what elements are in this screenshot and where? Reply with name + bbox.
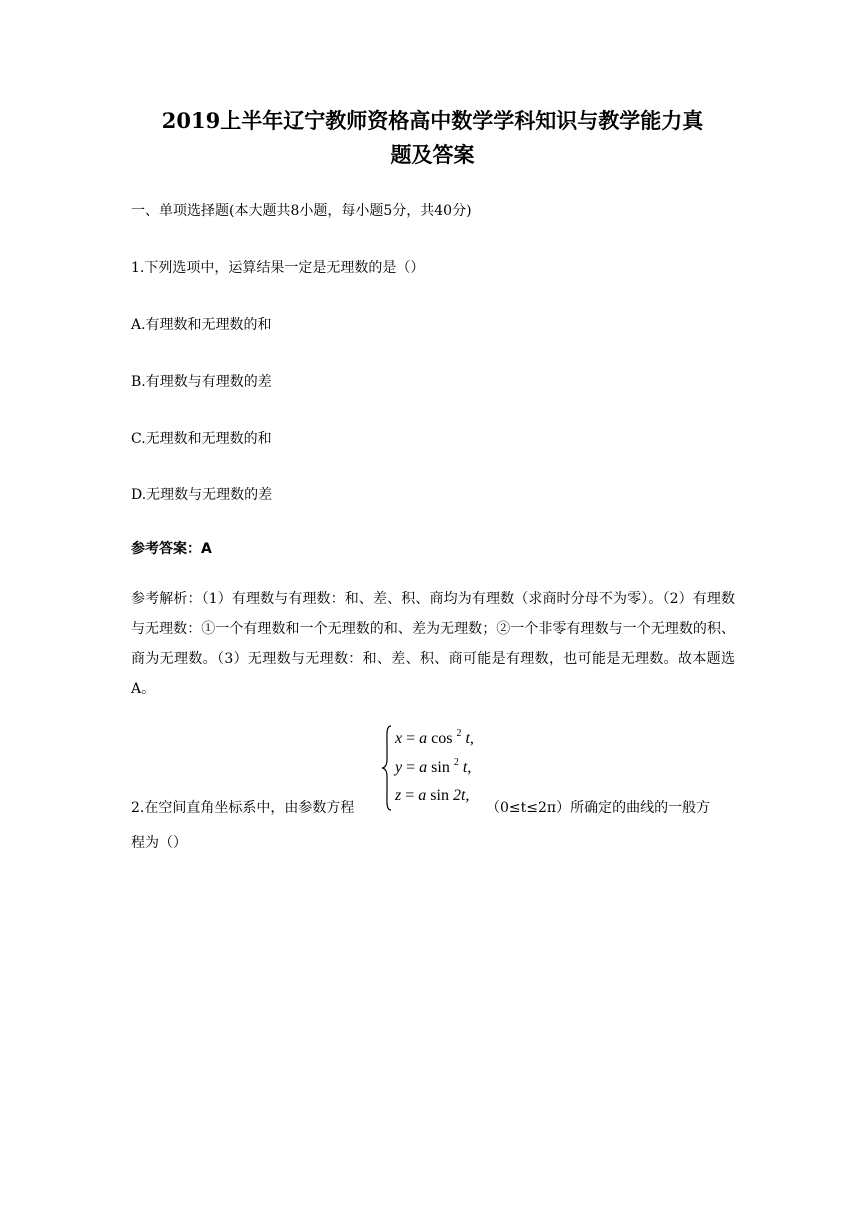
equation-svg: [381, 722, 481, 814]
eq2-fn: sin: [431, 759, 450, 776]
eq1-fn: cos: [431, 730, 453, 747]
eq3-a: a: [418, 787, 427, 804]
left-brace-icon: [382, 726, 391, 810]
answer-1: 参考答案：A: [131, 541, 212, 557]
question-2-prefix: 2.在空间直角坐标系中，由参数方程: [131, 800, 355, 816]
eq1: [394, 723, 474, 747]
eq2-var: t,: [462, 759, 472, 776]
eq1-exp: 2: [456, 728, 462, 739]
eq1-lhs: x: [395, 730, 403, 747]
eq2-lhs: y: [395, 759, 403, 776]
title-line-2: 题及答案: [390, 142, 475, 167]
option-d: D.无理数与无理数的差: [131, 487, 273, 503]
eq1-equals: =: [406, 730, 416, 747]
question-2-end: 程为（）: [131, 835, 187, 851]
question-2-suffix: （0≤t≤2π）所确定的曲线的一般方: [486, 800, 711, 816]
eq2-equals: =: [406, 759, 416, 776]
eq2-a: a: [419, 759, 428, 776]
eq3-lhs: z: [395, 787, 402, 804]
eq1-var: t,: [465, 730, 474, 747]
eq2: [393, 752, 471, 776]
eq3-equals: =: [405, 787, 415, 804]
eq1-a: a: [419, 730, 428, 747]
eq3: [394, 787, 469, 804]
question-1: 1.下列选项中，运算结果一定是无理数的是（）: [131, 260, 425, 276]
document-title: [110, 104, 755, 172]
section-header: 一、单项选择题(本大题共8小题，每小题5分，共40分): [131, 203, 472, 219]
option-a: A.有理数和无理数的和: [131, 317, 272, 333]
option-b: B.有理数与有理数的差: [131, 374, 272, 390]
option-c: C.无理数和无理数的和: [131, 431, 272, 447]
title-line-1: 2019上半年辽宁教师资格高中数学学科知识与教学能力真: [161, 108, 704, 133]
eq3-fn: sin: [430, 787, 449, 804]
parametric-equation-system: [381, 722, 481, 814]
eq3-var: 2t,: [452, 787, 470, 804]
analysis-1: 参考解析：（1）有理数与有理数：和、差、积、商均为有理数（求商时分母不为零）。（2）有理数与无理数：①一个有理数和一个无理数的和、差为无理数；②一个非零有理数与一个无理数的积、商为无理数。（3）无理数与无理数：和、差、积、商可能是有理数，也可能是无理数。故本题选A。: [131, 591, 735, 697]
eq2-exp: 2: [453, 757, 459, 768]
